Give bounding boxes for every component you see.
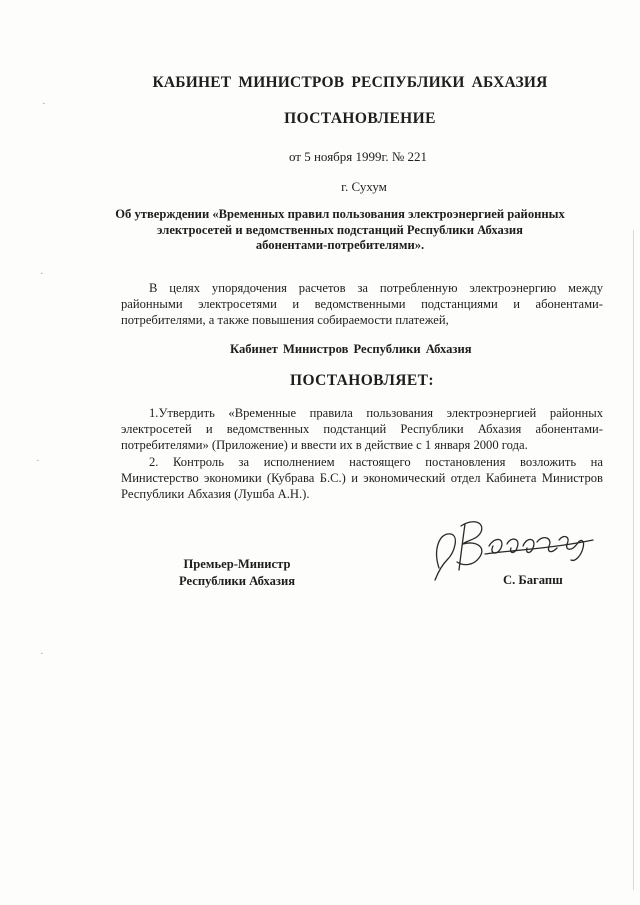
- preamble-line: районными электросетями и ведомственными подстанциями и абонентами-: [121, 297, 603, 312]
- decides-heading: ПОСТАНОВЛЯЕТ:: [290, 372, 434, 389]
- decree-items: [121, 405, 603, 502]
- subject-line: Об утверждении «Временных правил пользования электроэнергией районных: [115, 207, 565, 221]
- signer-title-line: Премьер-Министр: [183, 557, 291, 571]
- scan-speck: ·: [42, 98, 46, 110]
- item-line: 1.Утвердить «Временные правила пользования электроэнергией районных: [149, 406, 603, 420]
- organization-title: КАБИНЕТ МИНИСТРОВ РЕСПУБЛИКИ АБХАЗИЯ: [152, 74, 548, 91]
- preamble-line: потребителями, а также повышения собираемости платежей,: [121, 313, 449, 328]
- item-line: 2. Контроль за исполнением настоящего постановления возложить на: [149, 454, 603, 469]
- scan-speck: ·: [40, 268, 44, 280]
- decree-city: г. Сухум: [341, 179, 387, 194]
- cabinet-line: Кабинет Министров Республики Абхазия: [230, 342, 472, 356]
- item-line: Республики Абхазия (Лушба А.Н.).: [121, 487, 310, 502]
- item-line: Министерство экономики (Кубрава Б.С.) и экономический отдел Кабинета Министров: [121, 470, 603, 485]
- decree-title: ПОСТАНОВЛЕНИЕ: [284, 110, 436, 127]
- scan-speck: ·: [40, 648, 44, 660]
- preamble: [121, 280, 603, 329]
- item-line: электросетей и ведомственных подстанций Республики Абхазия абонентами-: [121, 422, 603, 437]
- item-line: потребителями» (Приложение) и ввести их в действие с 1 января 2000 года.: [121, 438, 528, 453]
- subject-line: электросетей и ведомственных подстанций Республики Абхазия: [157, 222, 523, 237]
- scan-edge-line: [633, 230, 634, 890]
- subject-line: абонентами-потребителями».: [255, 238, 425, 253]
- signer-title: [172, 556, 302, 589]
- scan-speck: ·: [36, 455, 40, 467]
- decree-subject: [90, 207, 590, 254]
- preamble-line: В целях упорядочения расчетов за потребленную электроэнергию между: [149, 281, 603, 295]
- signer-title-line: Республики Абхазия: [178, 573, 296, 588]
- decree-date: от 5 ноября 1999г. № 221: [288, 149, 428, 164]
- signer-name: С. Багапш: [503, 573, 563, 587]
